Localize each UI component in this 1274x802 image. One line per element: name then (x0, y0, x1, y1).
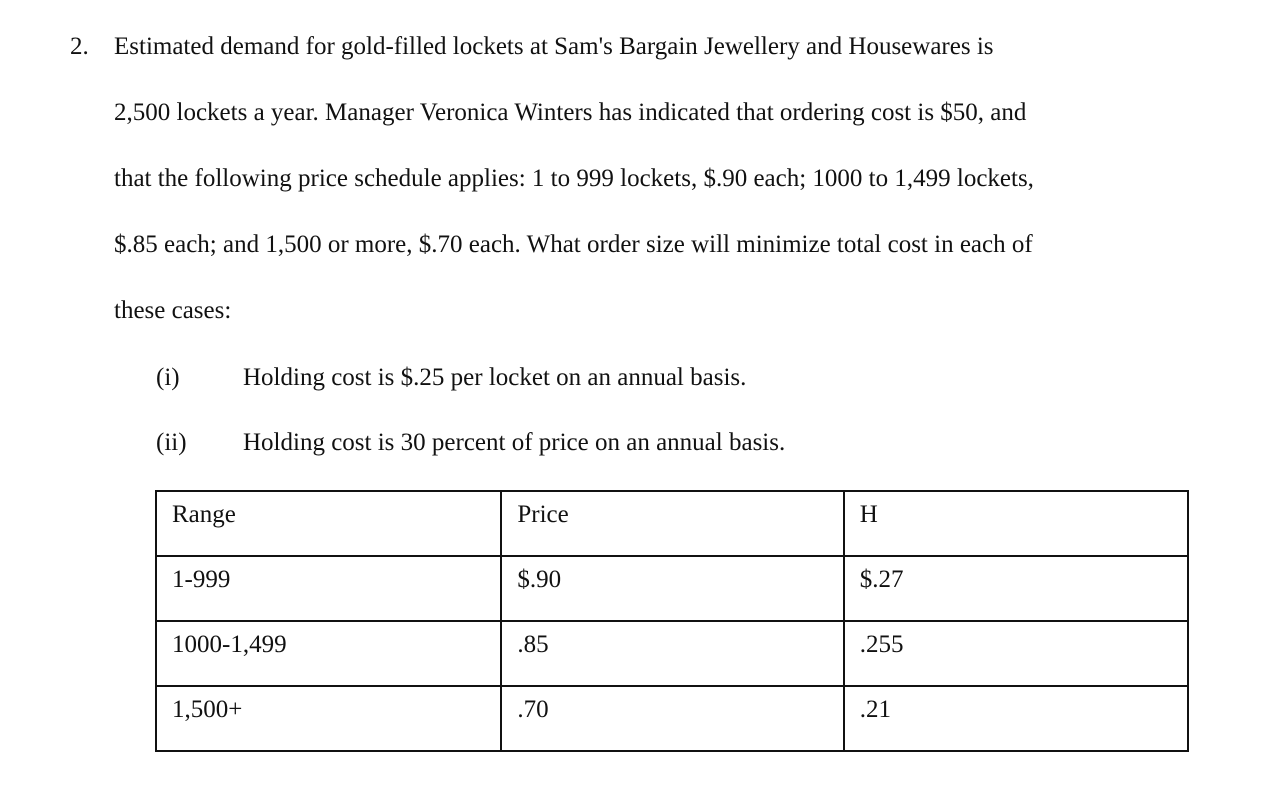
case-label-i: (i) (156, 364, 180, 391)
header-range: Range (156, 491, 501, 556)
cell-h: .255 (844, 621, 1188, 686)
question-line-1: Estimated demand for gold-filled lockets at Sam's Bargain Jewellery and Housewares is (114, 33, 994, 60)
cell-range: 1,500+ (156, 686, 501, 751)
case-text-ii: Holding cost is 30 percent of price on an annual basis. (243, 429, 786, 456)
cell-range: 1-999 (156, 556, 501, 621)
cell-range: 1000-1,499 (156, 621, 501, 686)
cell-price: .70 (501, 686, 843, 751)
cell-price: $.90 (501, 556, 843, 621)
header-h: H (844, 491, 1188, 556)
cell-price: .85 (501, 621, 843, 686)
cell-h: $.27 (844, 556, 1188, 621)
question-number: 2. (70, 33, 89, 60)
case-label-ii: (ii) (156, 429, 187, 456)
question-line-5: these cases: (114, 297, 232, 324)
table-header-row (156, 491, 1188, 556)
question-line-4: $.85 each; and 1,500 or more, $.70 each. What order size will minimize total cost in each of (114, 231, 1033, 258)
table-row (156, 686, 1188, 751)
cell-h: .21 (844, 686, 1188, 751)
price-schedule-table (155, 490, 1189, 752)
question-line-3: that the following price schedule applies: 1 to 999 lockets, $.90 each; 1000 to 1,499 lockets, (114, 165, 1034, 192)
question-line-2: 2,500 lockets a year. Manager Veronica Winters has indicated that ordering cost is $50, and (114, 99, 1027, 126)
table-row (156, 621, 1188, 686)
table-row (156, 556, 1188, 621)
header-price: Price (501, 491, 843, 556)
case-text-i: Holding cost is $.25 per locket on an annual basis. (243, 364, 747, 391)
